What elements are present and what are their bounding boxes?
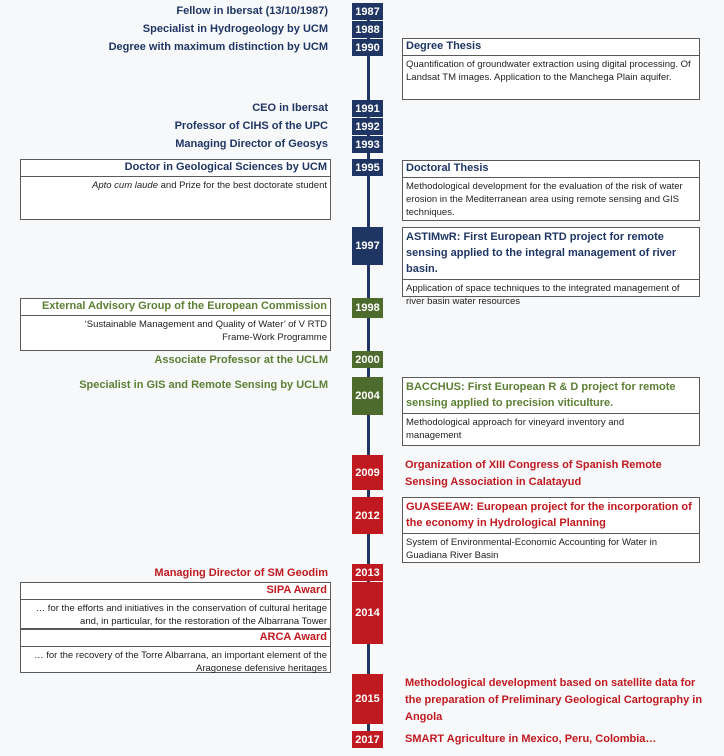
degree-thesis-title: Degree Thesis	[403, 39, 699, 56]
sipa-award-box	[20, 582, 331, 629]
guaseeaw-body: System of Environmental-Economic Accounting for Water in Guadiana River Basin	[406, 537, 657, 561]
year-marker-1990: 1990	[352, 39, 383, 56]
year-marker-2017: 2017	[352, 731, 383, 748]
eag-body: ‘Sustainable Management and Quality of Water’ of V RTD Frame-Work Programme	[84, 319, 327, 343]
astimwr-body: Application of space techniques to the integrated management of river basin water resources	[406, 283, 680, 307]
bacchus-box	[402, 377, 700, 446]
eag-box	[20, 298, 331, 351]
bacchus-title: BACCHUS: First European R & D project for remote sensing applied to precision viticulture.	[403, 378, 699, 414]
doctor-prize: and Prize for the best doctorate student	[158, 180, 327, 191]
label-fellow-ibersat: Fellow in Ibersat (13/10/1987)	[176, 5, 328, 17]
label-specialist-hydrogeology: Specialist in Hydrogeology by UCM	[142, 23, 328, 35]
label-professor-cihs: Professor of CIHS of the UPC	[174, 120, 328, 132]
congress-text: Organization of XIII Congress of Spanish Remote Sensing Association in Calatayud	[405, 459, 662, 488]
doctor-box	[20, 159, 331, 220]
year-marker-2009: 2009	[352, 455, 383, 490]
year-marker-2015: 2015	[352, 674, 383, 724]
doctor-box-body	[21, 177, 330, 194]
year-marker-2004: 2004	[352, 377, 383, 415]
year-marker-2013: 2013	[352, 564, 383, 581]
doctoral-thesis-body: Methodological development for the evaluation of the risk of water erosion in the Mediterranean area using remote sensing and GIS techniques.	[406, 181, 683, 218]
arca-award-title: ARCA Award	[21, 630, 330, 647]
sipa-award-body: … for the efforts and initiatives in the conservation of cultural heritage and, in particular, for the restoration of the Albarrana Tower	[35, 603, 327, 627]
year-marker-1991: 1991	[352, 100, 383, 117]
guaseeaw-title: GUASEEAW: European project for the incorporation of the economy in Hydrological Planning	[403, 498, 699, 534]
doctoral-thesis-title: Doctoral Thesis	[403, 161, 699, 178]
arca-award-box	[20, 629, 331, 673]
doctoral-thesis-box	[402, 160, 700, 221]
year-marker-2012: 2012	[352, 497, 383, 534]
degree-thesis-body: Quantification of groundwater extraction using digital processing. Of Landsat TM images. Application to the Manchega Plain aquifer.	[406, 59, 691, 83]
degree-thesis-box	[402, 38, 700, 100]
sipa-award-title: SIPA Award	[21, 583, 330, 600]
year-marker-1992: 1992	[352, 118, 383, 135]
year-marker-1988: 1988	[352, 21, 383, 38]
astimwr-title: ASTIMwR: First European RTD project for remote sensing applied to the integral management of river basin.	[403, 228, 699, 280]
year-marker-1997: 1997	[352, 227, 383, 265]
label-ceo-ibersat: CEO in Ibersat	[252, 102, 328, 114]
bacchus-body: Methodological approach for vineyard inventory and management	[406, 417, 625, 441]
year-marker-2000: 2000	[352, 351, 383, 368]
label-associate-professor: Associate Professor at the UCLM	[154, 354, 328, 366]
year-marker-1995: 1995	[352, 159, 383, 176]
doctor-cum-laude: Apto cum laude	[91, 180, 158, 191]
year-marker-2014: 2014	[352, 582, 383, 644]
guaseeaw-box	[402, 497, 700, 563]
smart-agriculture-text: SMART Agriculture in Mexico, Peru, Colombia…	[405, 733, 657, 745]
geological-cartography-text: Methodological development based on satellite data for the preparation of Preliminary Geological Cartography in Angola	[405, 677, 703, 723]
doctor-box-title: Doctor in Geological Sciences by UCM	[21, 160, 330, 177]
label-specialist-gis: Specialist in GIS and Remote Sensing by UCLM	[79, 379, 328, 391]
label-degree-distinction: Degree with maximum distinction by UCM	[108, 41, 328, 53]
label-md-geosys: Managing Director of Geosys	[175, 138, 328, 150]
astimwr-box	[402, 227, 700, 307]
arca-award-body: … for the recovery of the Torre Albarrana, an important element of the Aragonese defensive heritages	[34, 650, 327, 674]
year-marker-1993: 1993	[352, 136, 383, 153]
year-marker-1998: 1998	[352, 298, 383, 318]
year-marker-1987: 1987	[352, 3, 383, 20]
label-md-sm-geodim: Managing Director of SM Geodim	[154, 567, 328, 579]
eag-title: External Advisory Group of the European Commission	[21, 299, 330, 316]
